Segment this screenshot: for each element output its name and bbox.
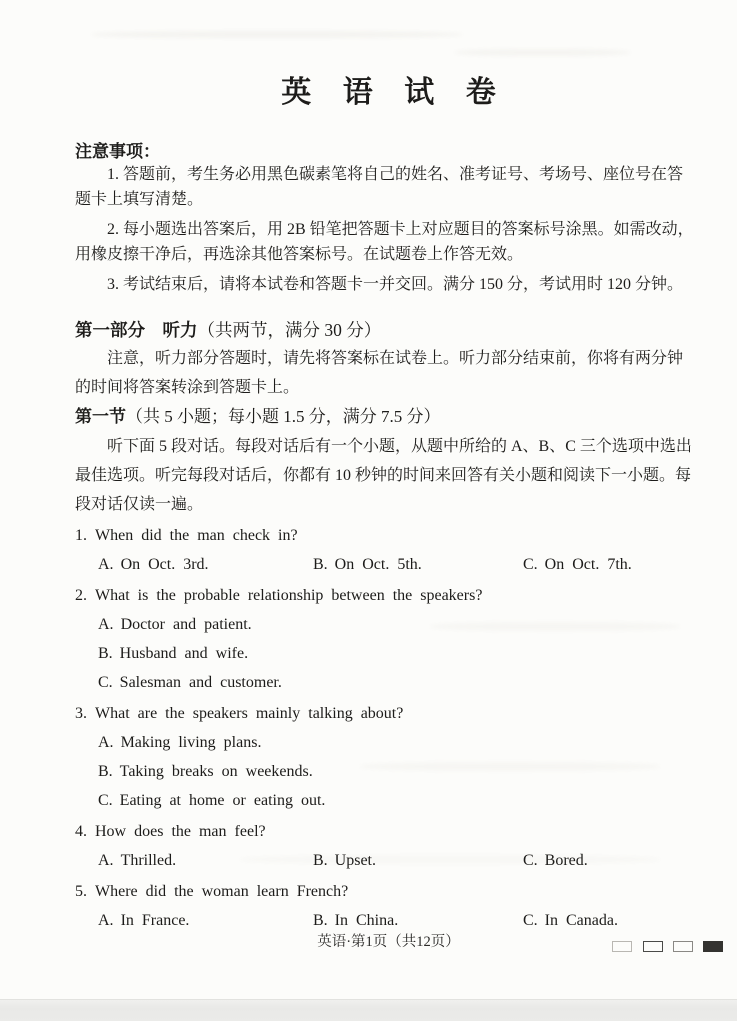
part1-heading-detail: （共两节，满分 30 分） [197, 320, 382, 340]
question-text [75, 699, 702, 728]
option-a [98, 610, 702, 639]
question-stem: When did the man check in? [95, 527, 298, 544]
option-text: In China. [334, 912, 399, 929]
question-text [75, 521, 702, 550]
question-stem: Where did the woman learn French? [95, 883, 349, 900]
option-label: B. [98, 763, 113, 780]
option-c [98, 786, 702, 815]
printer-registration-marks [0, 941, 737, 953]
notice-line: 1. 答题前，考生务必用黑色碳素笔将自己的姓名、准考证号、考场号、座位号在答 [75, 166, 684, 183]
question-3 [75, 699, 702, 815]
option-label: B. [98, 645, 113, 662]
notice-section [75, 162, 702, 297]
notice-line: 用橡皮擦干净后，再选涂其他答案标号。在试题卷上作答无效。 [75, 246, 524, 263]
notice-line: 3. 考试结束后，请将本试卷和答题卡一并交回。满分 150 分，考试用时 120 分钟。 [75, 276, 684, 293]
registration-mark-outline-icon [643, 941, 663, 952]
option-c [523, 846, 588, 875]
question-text [75, 581, 702, 610]
question-4 [75, 817, 702, 875]
section1-heading-detail: （共 5 小题；每小题 1.5 分，满分 7.5 分） [126, 407, 441, 426]
page-title: 英 语 试 卷 [281, 76, 508, 109]
instruction-line: 段对话仅读一遍。 [75, 496, 204, 513]
option-b [313, 550, 523, 579]
notice-heading: 注意事项： [75, 142, 160, 161]
option-text: On Oct. 3rd. [120, 556, 209, 573]
notice-line: 题卡上填写清楚。 [75, 191, 204, 208]
notice-paragraph-1 [75, 162, 702, 212]
option-text: Bored. [544, 852, 588, 869]
option-text: Eating at home or eating out. [119, 792, 326, 809]
notice-line: 2. 每小题选出答案后，用 2B 铅笔把答题卡上对应题目的答案标号涂黑。如需改动， [75, 221, 694, 238]
page-content [75, 0, 702, 935]
question-stem: What is the probable relationship between the speakers? [95, 587, 483, 604]
part1-heading [75, 317, 702, 343]
registration-mark-outline-icon [673, 941, 693, 952]
part1-note [75, 344, 702, 402]
question-number: 3. [75, 705, 87, 722]
registration-mark-outline-icon [612, 941, 632, 952]
registration-mark-filled-icon [703, 941, 723, 952]
options-row [75, 550, 702, 579]
section1-heading-title: 第一节 [75, 407, 126, 426]
option-text: In France. [120, 912, 190, 929]
option-label: B. [313, 912, 328, 929]
option-label: A. [98, 616, 114, 633]
option-text: On Oct. 5th. [334, 556, 422, 573]
options-row [75, 846, 702, 875]
question-5 [75, 877, 702, 935]
option-text: Thrilled. [120, 852, 177, 869]
question-number: 2. [75, 587, 87, 604]
option-c [523, 550, 632, 579]
option-a [98, 846, 313, 875]
instruction-line: 最佳选项。听完每段对话后，你都有 10 秒钟的时间来回答有关小题和阅读下一小题。每 [75, 467, 692, 484]
options-stack [75, 610, 702, 697]
notice-paragraph-3 [75, 272, 702, 297]
options-stack [75, 728, 702, 815]
option-text: Making living plans. [120, 734, 262, 751]
option-label: A. [98, 556, 114, 573]
option-text: Taking breaks on weekends. [119, 763, 313, 780]
option-b [98, 639, 702, 668]
notice-paragraph-2 [75, 217, 702, 267]
option-label: A. [98, 852, 114, 869]
question-number: 5. [75, 883, 87, 900]
option-text: Doctor and patient. [120, 616, 252, 633]
question-text [75, 817, 702, 846]
instruction-line: 听下面 5 段对话。每段对话后有一个小题，从题中所给的 A、B、C 三个选项中选出 [75, 438, 692, 455]
option-label: B. [313, 556, 328, 573]
option-text: In Canada. [544, 912, 618, 929]
question-stem: How does the man feel? [95, 823, 266, 840]
question-2 [75, 581, 702, 697]
option-text: Husband and wife. [119, 645, 249, 662]
option-b [98, 757, 702, 786]
part1-note-line: 注意，听力部分答题时，请先将答案标在试卷上。听力部分结束前，你将有两分钟 [75, 350, 684, 367]
question-stem: What are the speakers mainly talking about? [95, 705, 404, 722]
option-label: C. [523, 852, 538, 869]
question-number: 4. [75, 823, 87, 840]
scan-edge-shadow [0, 999, 737, 1021]
option-label: C. [98, 674, 113, 691]
option-label: B. [313, 852, 328, 869]
option-label: A. [98, 734, 114, 751]
option-label: A. [98, 912, 114, 929]
part1-note-line: 的时间将答案转涂到答题卡上。 [75, 379, 300, 396]
question-list [75, 521, 702, 935]
option-label: C. [98, 792, 113, 809]
question-number: 1. [75, 527, 87, 544]
option-label: C. [523, 556, 538, 573]
option-a [98, 550, 313, 579]
part1-heading-title: 第一部分 听力 [75, 320, 198, 340]
option-label: C. [523, 912, 538, 929]
question-text [75, 877, 702, 906]
option-b [313, 846, 523, 875]
question-1 [75, 521, 702, 579]
option-text: Upset. [334, 852, 376, 869]
page-footer: 英语·第1页（共12页） [317, 934, 460, 950]
option-text: Salesman and customer. [119, 674, 282, 691]
option-a [98, 728, 702, 757]
section1-heading [75, 404, 702, 430]
section1-instructions [75, 432, 702, 519]
option-text: On Oct. 7th. [544, 556, 632, 573]
option-c [98, 668, 702, 697]
